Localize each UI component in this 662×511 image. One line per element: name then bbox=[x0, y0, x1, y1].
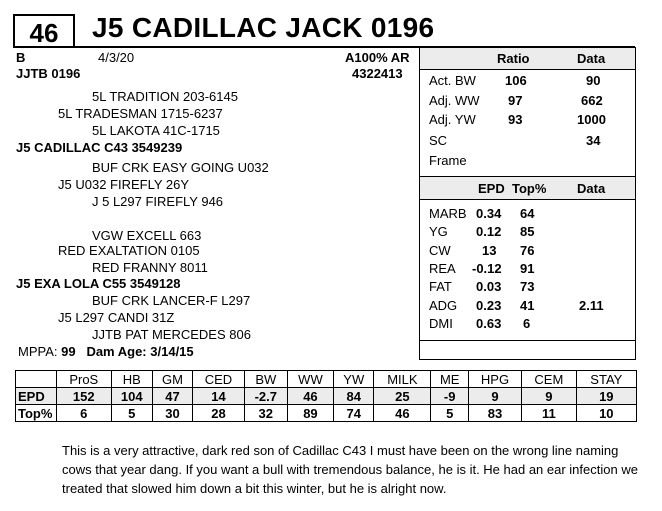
data-header: Data bbox=[577, 51, 606, 66]
mppa-value: 99 bbox=[61, 344, 76, 359]
top-value: 5 bbox=[431, 405, 468, 422]
dam-age-value: 3/14/15 bbox=[150, 344, 194, 359]
perf-label-bw: Act. BW bbox=[429, 73, 476, 88]
perf-data-yw: 1000 bbox=[577, 112, 606, 127]
epd-value: 84 bbox=[334, 388, 374, 405]
top-value: 28 bbox=[193, 405, 245, 422]
epd-col-header: GM bbox=[152, 371, 192, 388]
epd-table bbox=[15, 370, 637, 422]
top-value: 30 bbox=[152, 405, 192, 422]
pedigree-dam: J5 EXA LOLA C55 3549128 bbox=[16, 276, 181, 291]
epd-value: 14 bbox=[193, 388, 245, 405]
epd-value: 9 bbox=[468, 388, 521, 405]
epd-row-label: EPD bbox=[16, 388, 57, 405]
top-row-label: Top% bbox=[16, 405, 57, 422]
pedigree-dam-dam-sire: BUF CRK LANCER-F L297 bbox=[92, 293, 251, 308]
carcass-label-adg: ADG bbox=[429, 298, 458, 313]
birth-date: 4/3/20 bbox=[98, 50, 135, 65]
mppa-label: MPPA: bbox=[18, 344, 58, 359]
carcass-label-dmi: DMI bbox=[429, 316, 453, 331]
carcass-epd-yg: 0.12 bbox=[476, 224, 502, 239]
animal-name: J5 CADILLAC JACK 0196 bbox=[92, 12, 435, 43]
perf-data-bw: 90 bbox=[586, 73, 601, 88]
perf-data-ww: 662 bbox=[581, 93, 603, 108]
carcass-epd-marb: 0.34 bbox=[476, 206, 502, 221]
carcass-top-adg: 41 bbox=[520, 298, 535, 313]
epd-value: 152 bbox=[57, 388, 112, 405]
epd-col-header: BW bbox=[244, 371, 287, 388]
top-value: 6 bbox=[57, 405, 112, 422]
top-value: 5 bbox=[111, 405, 152, 422]
carcass-header-divider bbox=[420, 199, 635, 200]
mppa-line bbox=[18, 344, 194, 359]
epd-value: 47 bbox=[152, 388, 192, 405]
epd-col-header: STAY bbox=[576, 371, 636, 388]
registration-number: 4322413 bbox=[352, 66, 403, 81]
pedigree-sire-sire-sire: 5L TRADITION 203-6145 bbox=[92, 89, 238, 104]
lot-number: 46 bbox=[13, 14, 75, 48]
carcass-epd-header: EPD bbox=[478, 181, 505, 196]
comments-text: This is a very attractive, dark red son of Cadillac C43 I must have been on the wrong line naming cows that year dang. If you want a bull with tremendous balance, he is it. He had an ear infection we treated that slowed him down a bit this winter, but he is alright now. bbox=[62, 443, 638, 496]
pedigree-dam-dam: J5 L297 CANDI 31Z bbox=[58, 310, 175, 325]
pedigree-sire: J5 CADILLAC C43 3549239 bbox=[16, 140, 183, 155]
carcass-epd-rea: -0.12 bbox=[472, 261, 502, 276]
registry: A100% AR bbox=[345, 50, 410, 65]
carcass-top-yg: 85 bbox=[520, 224, 535, 239]
carcass-top-fat: 73 bbox=[520, 279, 535, 294]
performance-header-divider bbox=[420, 69, 635, 70]
pedigree-sire-dam: J5 U032 FIREFLY 26Y bbox=[58, 177, 190, 192]
pedigree-dam-sire: RED EXALTATION 0105 bbox=[58, 243, 200, 258]
perf-label-frame: Frame bbox=[429, 153, 467, 168]
pedigree-sire-sire-dam: 5L LAKOTA 41C-1715 bbox=[92, 123, 220, 138]
tattoo: JJTB 0196 bbox=[16, 66, 81, 81]
top-value: 46 bbox=[374, 405, 431, 422]
carcass-top-marb: 64 bbox=[520, 206, 535, 221]
carcass-label-marb: MARB bbox=[429, 206, 467, 221]
pedigree-dam-dam-dam: JJTB PAT MERCEDES 806 bbox=[92, 327, 251, 342]
epd-col-header: CEM bbox=[522, 371, 577, 388]
epd-col-header: ME bbox=[431, 371, 468, 388]
top-value: 74 bbox=[334, 405, 374, 422]
epd-col-header: MILK bbox=[374, 371, 431, 388]
perf-label-ww: Adj. WW bbox=[429, 93, 480, 108]
pedigree-sire-dam-sire: BUF CRK EASY GOING U032 bbox=[92, 160, 269, 175]
epd-value: 104 bbox=[111, 388, 152, 405]
epd-value: 19 bbox=[576, 388, 636, 405]
pedigree-dam-sire-sire: VGW EXCELL 663 bbox=[92, 228, 202, 243]
perf-ratio-bw: 106 bbox=[505, 73, 527, 88]
epd-table-epd-row bbox=[16, 388, 637, 405]
perf-label-sc: SC bbox=[429, 133, 448, 148]
epd-value: -2.7 bbox=[244, 388, 287, 405]
perf-ratio-yw: 93 bbox=[508, 112, 523, 127]
epd-col-header: WW bbox=[287, 371, 334, 388]
top-value: 89 bbox=[287, 405, 334, 422]
pedigree-sire-dam-dam: J 5 L297 FIREFLY 946 bbox=[92, 194, 224, 209]
epd-col-header: HB bbox=[111, 371, 152, 388]
carcass-epd-cw: 13 bbox=[482, 243, 497, 258]
epd-col-header: ProS bbox=[57, 371, 112, 388]
carcass-data-adg: 2.11 bbox=[579, 298, 604, 313]
perf-ratio-ww: 97 bbox=[508, 93, 523, 108]
pedigree-sire-sire: 5L TRADESMAN 1715-6237 bbox=[58, 106, 223, 121]
top-value: 11 bbox=[522, 405, 577, 422]
carcass-top-dmi: 6 bbox=[523, 316, 531, 331]
top-value: 32 bbox=[244, 405, 287, 422]
carcass-epd-dmi: 0.63 bbox=[476, 316, 502, 331]
color-code: B bbox=[16, 50, 26, 65]
carcass-label-fat: FAT bbox=[429, 279, 452, 294]
carcass-top-cw: 76 bbox=[520, 243, 535, 258]
carcass-top-rea: 91 bbox=[520, 261, 535, 276]
performance-panel bbox=[419, 47, 636, 341]
carcass-label-cw: CW bbox=[429, 243, 451, 258]
top-value: 10 bbox=[576, 405, 636, 422]
epd-table-corner bbox=[16, 371, 57, 388]
carcass-label-rea: REA bbox=[429, 261, 456, 276]
epd-table-top-row bbox=[16, 405, 637, 422]
carcass-data-header: Data bbox=[577, 181, 606, 196]
perf-label-yw: Adj. YW bbox=[429, 112, 476, 127]
epd-value: 46 bbox=[287, 388, 334, 405]
epd-col-header: CED bbox=[193, 371, 245, 388]
carcass-epd-adg: 0.23 bbox=[476, 298, 502, 313]
carcass-label-yg: YG bbox=[429, 224, 448, 239]
top-value: 83 bbox=[468, 405, 521, 422]
epd-table-header-row bbox=[16, 371, 637, 388]
epd-col-header: HPG bbox=[468, 371, 521, 388]
perf-data-sc: 34 bbox=[586, 133, 601, 148]
dam-age-label: Dam Age: bbox=[86, 344, 147, 359]
epd-value: -9 bbox=[431, 388, 468, 405]
pedigree-dam-sire-dam: RED FRANNY 8011 bbox=[92, 260, 208, 275]
carcass-top-header: Top% bbox=[512, 181, 547, 196]
epd-col-header: YW bbox=[334, 371, 374, 388]
ratio-header: Ratio bbox=[497, 51, 530, 66]
blank-notes-box bbox=[419, 340, 636, 360]
epd-value: 9 bbox=[522, 388, 577, 405]
carcass-epd-fat: 0.03 bbox=[476, 279, 502, 294]
epd-value: 25 bbox=[374, 388, 431, 405]
